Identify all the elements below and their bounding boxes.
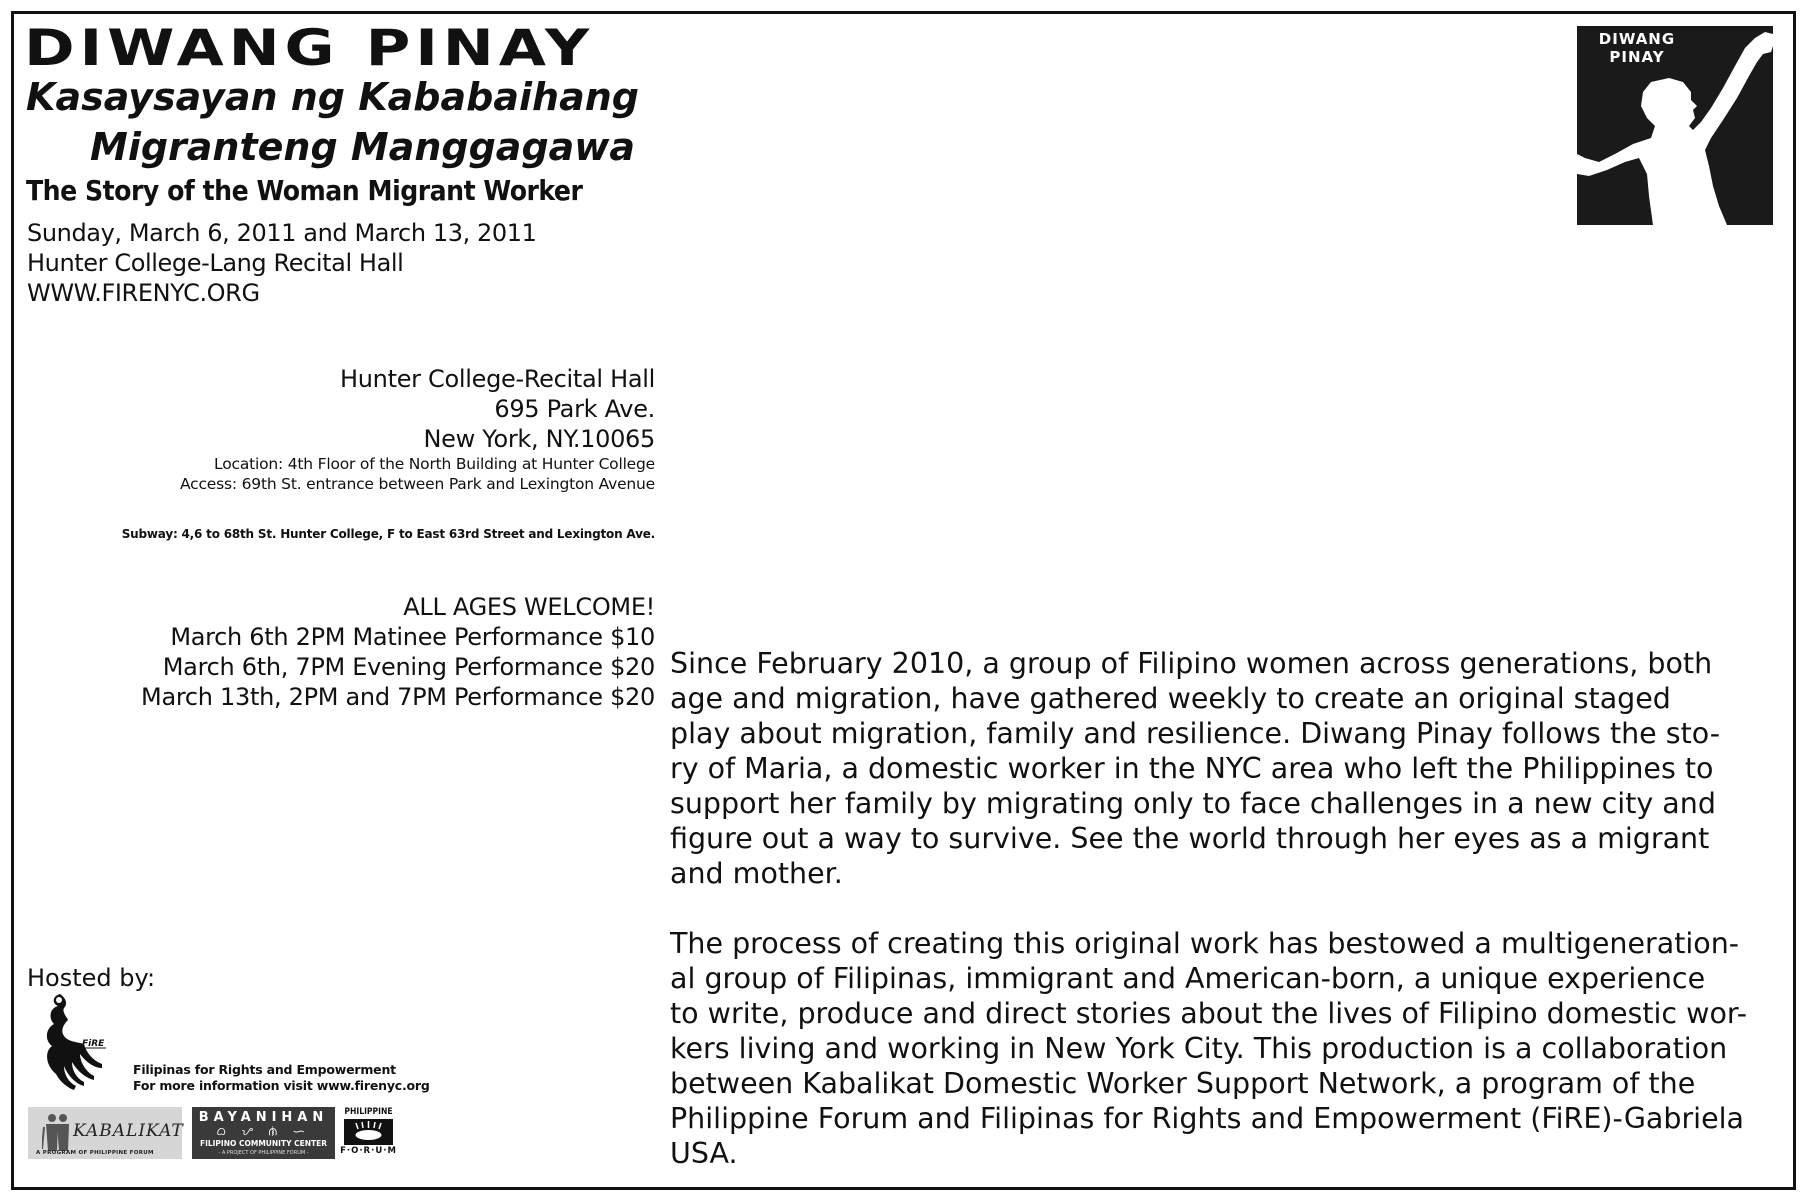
bayanihan-logo — [192, 1107, 335, 1159]
venue-street: 695 Park Ave. — [494, 395, 655, 423]
philippine-forum-top: PHILIPPINE — [344, 1107, 393, 1117]
text-line: support her family by migrating only to face challenges in a new city and — [670, 787, 1716, 820]
dancer-silhouette-icon — [1577, 26, 1773, 225]
text-line: USA. — [670, 1137, 738, 1170]
hosted-by-label: Hosted by: — [27, 964, 156, 992]
description — [670, 646, 1790, 1171]
all-ages-heading: ALL AGES WELCOME! — [403, 593, 655, 621]
description-paragraph-1 — [670, 646, 1790, 891]
tagalog-subtitle-line2: Migranteng Manggagawa — [90, 125, 636, 169]
tagalog-subtitle-line1: Kasaysayan ng Kababaihang — [26, 75, 639, 119]
diwang-pinay-logo — [1577, 26, 1773, 225]
philippine-forum-logo — [340, 1107, 397, 1159]
text-line: Philippine Forum and Filipinas for Rights and Empowerment (FiRE)-Gabriela — [670, 1102, 1745, 1135]
host-info — [133, 1062, 430, 1094]
kabalikat-logo — [28, 1107, 182, 1159]
bayanihan-subtitle: FILIPINO COMMUNITY CENTER — [199, 1139, 328, 1148]
workers-silhouette-icon — [42, 1113, 74, 1151]
venue-city: New York, NY.10065 — [423, 425, 655, 453]
venue-access: Access: 69th St. entrance between Park and Lexington Avenue — [180, 475, 655, 493]
event-website-link[interactable]: WWW.FIRENYC.ORG — [27, 279, 260, 307]
text-line: play about migration, family and resilience. Diwang Pinay follows the sto- — [670, 717, 1721, 750]
venue-subway: Subway: 4,6 to 68th St. Hunter College, F to East 63rd Street and Lexington Ave. — [121, 527, 655, 541]
english-subtitle: The Story of the Woman Migrant Worker — [26, 174, 583, 207]
text-line: The process of creating this original work has bestowed a multigeneration- — [670, 927, 1740, 960]
text-line: figure out a way to survive. See the world through her eyes as a migrant — [670, 822, 1710, 855]
svg-text:FiRE: FiRE — [82, 1039, 105, 1049]
venue-location: Location: 4th Floor of the North Building at Hunter College — [214, 455, 655, 473]
philippine-forum-bottom: F·O·R·U·M — [340, 1146, 397, 1156]
logo-text-line1: DIWANG — [1598, 30, 1676, 48]
bayanihan-name: BAYANIHAN — [198, 1110, 329, 1125]
performance-item: March 13th, 2PM and 7PM Performance $20 — [141, 683, 655, 711]
event-dates: Sunday, March 6, 2011 and March 13, 2011 — [27, 219, 537, 247]
page-title: DIWANG PINAY — [24, 19, 595, 77]
ticket-info — [141, 592, 655, 712]
bayanihan-project: - A PROJECT OF PHILIPPINE FORUM - — [218, 1150, 309, 1156]
text-line: kers living and working in New York City. This production is a collaboration — [670, 1032, 1728, 1065]
venue-name: Hunter College-Recital Hall — [340, 365, 655, 393]
text-line: and mother. — [670, 857, 843, 890]
host-org-name: Filipinas for Rights and Empowerment — [133, 1062, 396, 1077]
host-more-info-link[interactable]: For more information visit www.firenyc.org — [133, 1078, 430, 1093]
venue-address — [122, 364, 655, 542]
event-info — [27, 218, 537, 308]
performance-item: March 6th 2PM Matinee Performance $10 — [170, 623, 655, 651]
text-line: al group of Filipinas, immigrant and American-born, a unique experience — [670, 962, 1706, 995]
fire-peacock-logo-icon — [38, 990, 108, 1092]
kabalikat-name: KABALIKAT — [73, 1121, 184, 1141]
sun-eye-icon — [344, 1119, 393, 1145]
text-line: ry of Maria, a domestic worker in the NYC area who left the Philippines to — [670, 752, 1714, 785]
text-line: Since February 2010, a group of Filipino women across generations, both — [670, 647, 1713, 680]
description-paragraph-2 — [670, 926, 1790, 1171]
kabalikat-subtitle: A PROGRAM OF PHILIPPINE FORUM — [36, 1150, 154, 1156]
text-line: age and migration, have gathered weekly to create an original staged — [670, 682, 1671, 715]
text-line: between Kabalikat Domestic Worker Support Network, a program of the — [670, 1067, 1696, 1100]
performance-item: March 6th, 7PM Evening Performance $20 — [162, 653, 655, 681]
logo-text-line2: PINAY — [1609, 48, 1665, 66]
baybayin-glyphs: ᜊ ᜌ ᜈᜒ ᜑ — [216, 1125, 311, 1138]
event-venue: Hunter College-Lang Recital Hall — [27, 249, 404, 277]
text-line: to write, produce and direct stories about the lives of Filipino domestic wor- — [670, 997, 1748, 1030]
